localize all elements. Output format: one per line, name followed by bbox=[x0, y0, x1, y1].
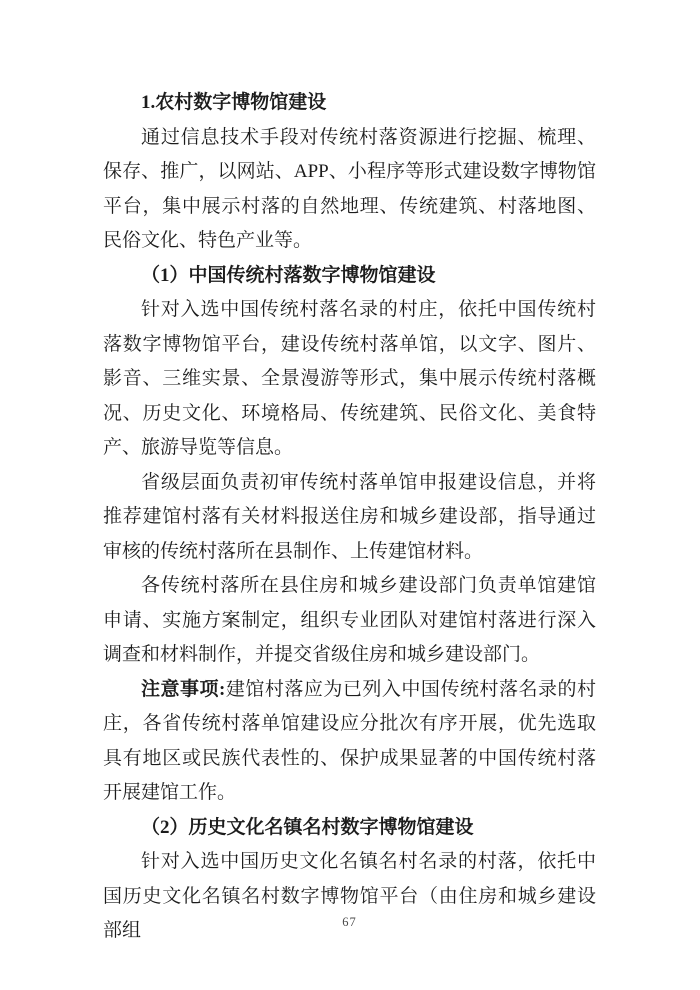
paragraph-notice bbox=[103, 673, 596, 811]
heading-historic-town-museum: （2）历史文化名镇名村数字博物馆建设 bbox=[141, 816, 474, 838]
notice-text: 建馆村落应为已列入中国传统村落名录的村庄，各省传统村落单馆建设应分批次有序开展，优先选取具有地区或民族代表性的、保护成果显著的中国传统村落开展建馆工作。 bbox=[103, 678, 596, 803]
notice-label: 注意事项: bbox=[141, 678, 226, 700]
document-body bbox=[103, 86, 596, 949]
paragraph-historic-town-intro: 针对入选中国历史文化名镇名村名录的村落，依托中国历史文化名镇名村数字博物馆平台（由住房和城乡建设部组 bbox=[103, 851, 596, 941]
heading-rural-digital-museum: 1.农村数字博物馆建设 bbox=[141, 92, 327, 113]
paragraph-county-responsibility: 各传统村落所在县住房和城乡建设部门负责单馆建馆申请、实施方案制定，组织专业团队对建馆村落进行深入调查和材料制作，并提交省级住房和城乡建设部门。 bbox=[103, 575, 596, 665]
heading-traditional-village-museum: （1）中国传统村落数字博物馆建设 bbox=[141, 264, 436, 286]
paragraph-traditional-village-intro: 针对入选中国传统村落名录的村庄，依托中国传统村落数字博物馆平台，建设传统村落单馆，以文字、图片、影音、三维实景、全景漫游等形式，集中展示传统村落概况、历史文化、环境格局、传统建筑、民俗文化、美食特产、旅游导览等信息。 bbox=[103, 299, 596, 458]
paragraph-rural-overview: 通过信息技术手段对传统村落资源进行挖掘、梳理、保存、推广，以网站、APP、小程序等形式建设数字博物馆平台，集中展示村落的自然地理、传统建筑、村落地图、民俗文化、特色产业等。 bbox=[103, 126, 596, 251]
page-number: 67 bbox=[342, 915, 357, 929]
paragraph-provincial-review: 省级层面负责初审传统村落单馆申报建设信息，并将推荐建馆村落有关材料报送住房和城乡建设部，指导通过审核的传统村落所在县制作、上传建馆材料。 bbox=[103, 471, 596, 562]
